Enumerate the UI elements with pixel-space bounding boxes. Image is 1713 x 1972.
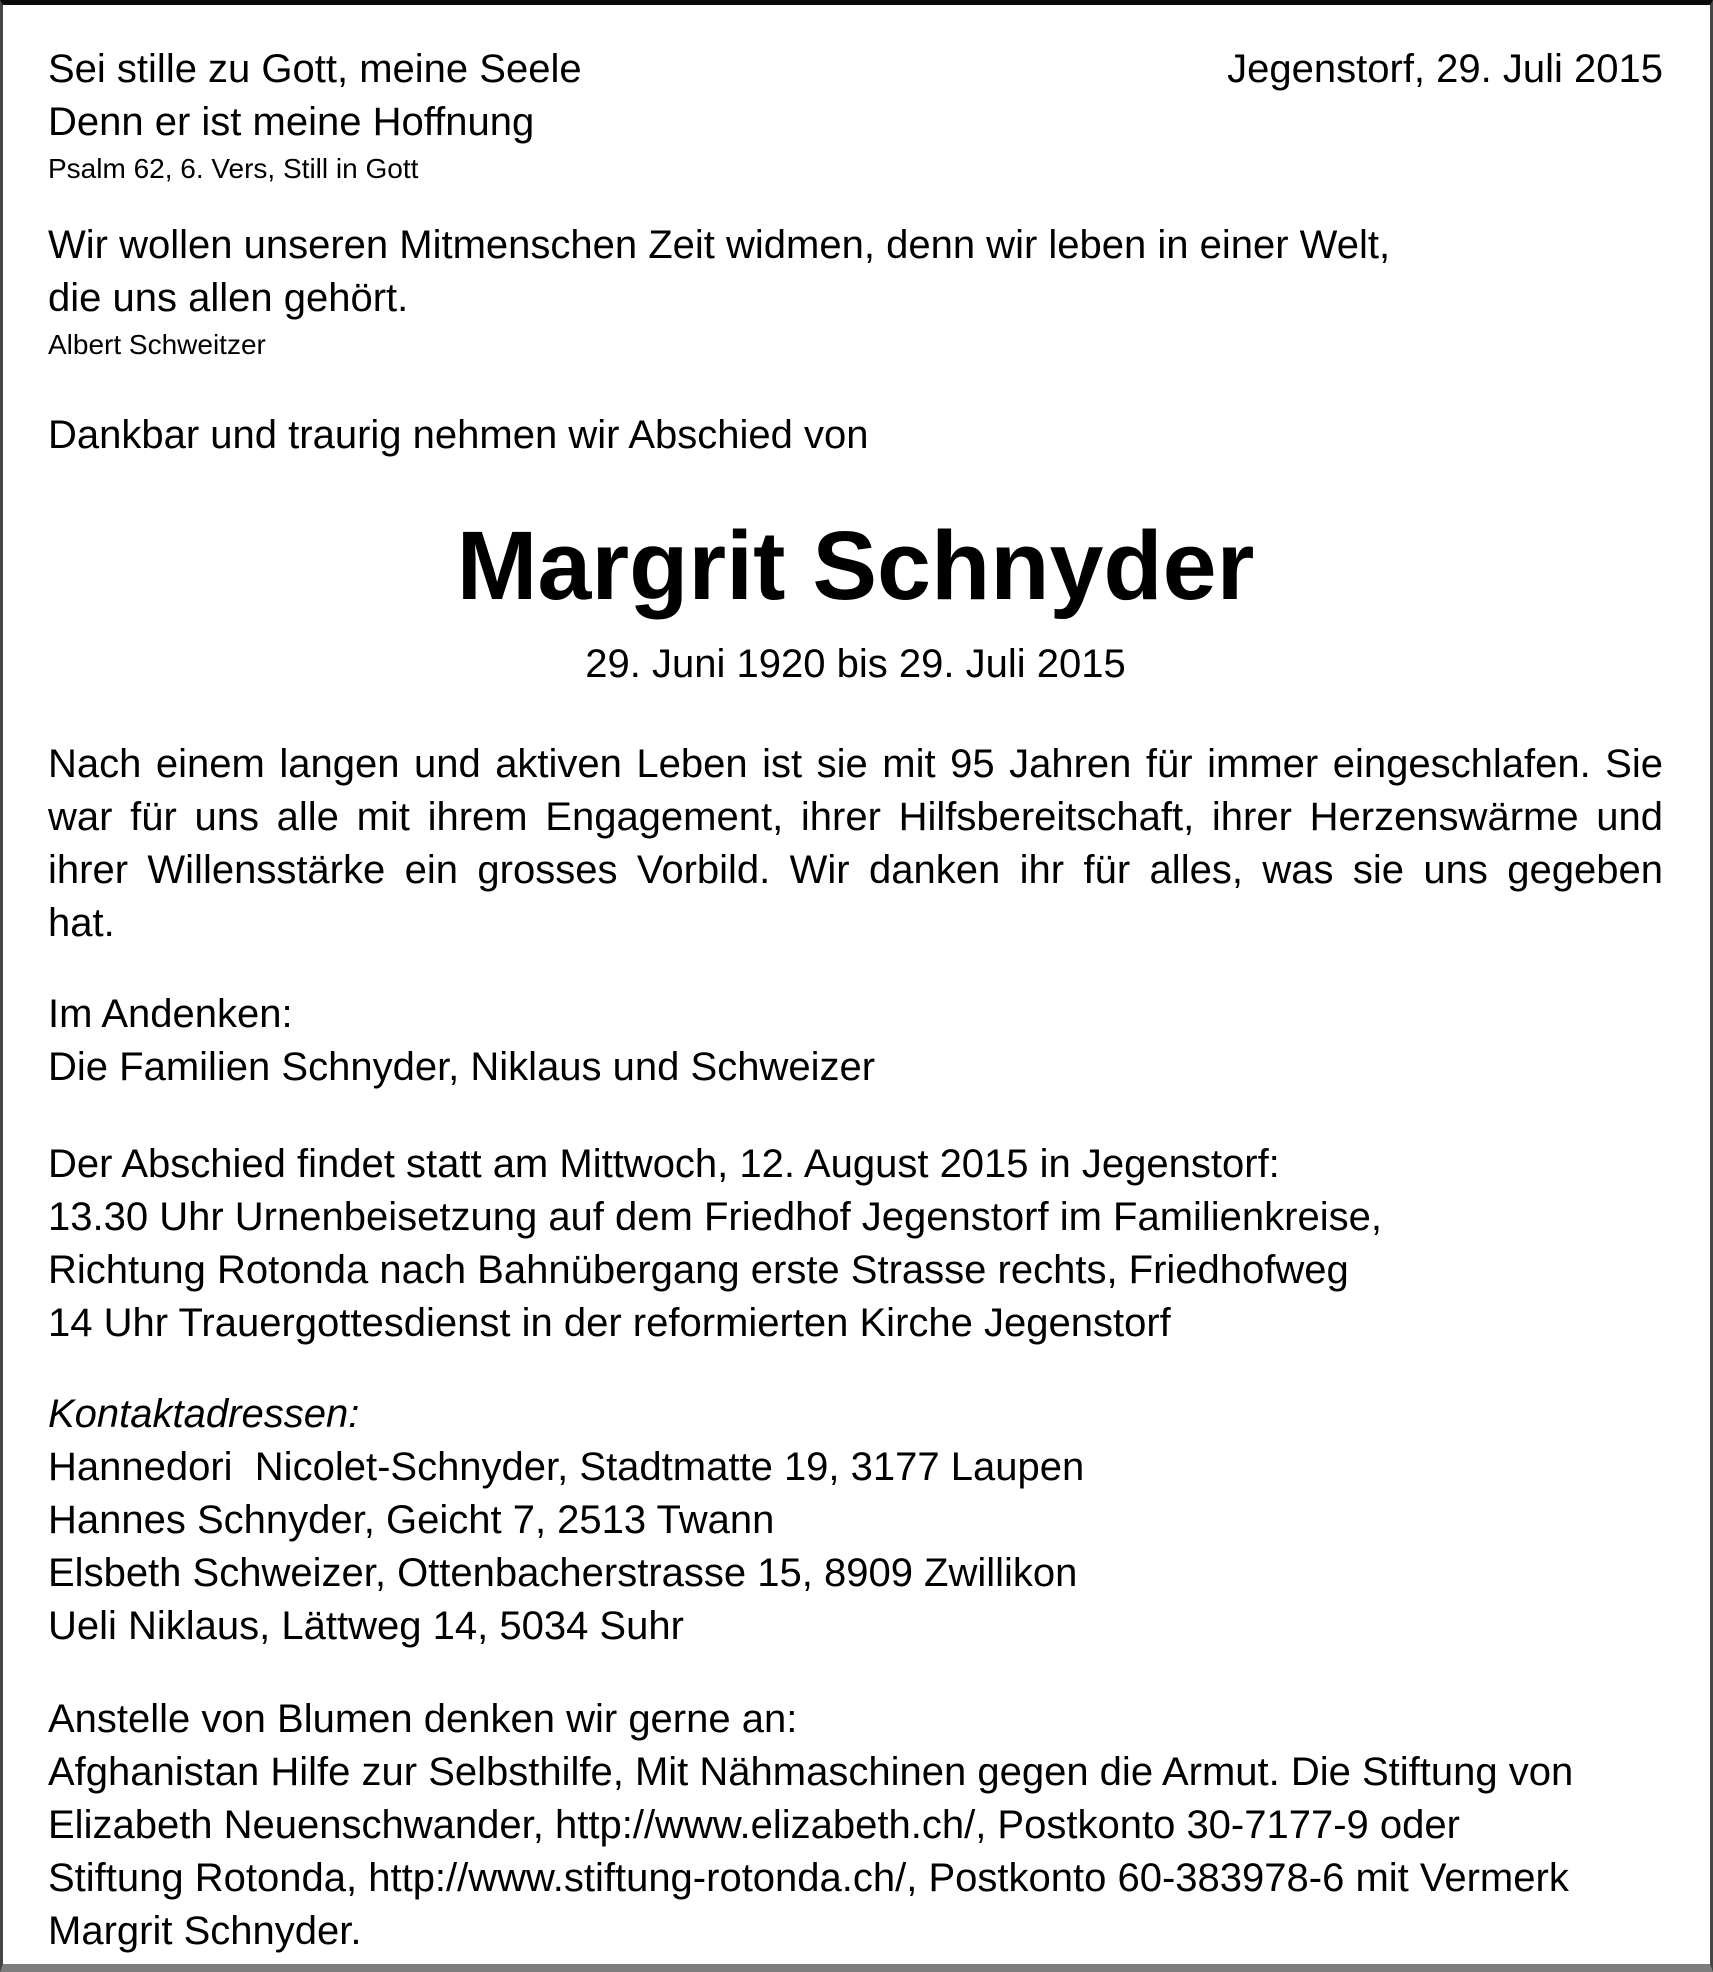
second-quote-line-1: Wir wollen unseren Mitmenschen Zeit widmen, denn wir leben in einer Welt,: [48, 223, 1391, 267]
contact-address-1: Hannedori Nicolet-Schnyder, Stadtmatte 19, 3177 Laupen: [48, 1445, 1085, 1489]
contact-address-3: Elsbeth Schweizer, Ottenbacherstrasse 15, 8909 Zwillikon: [48, 1551, 1078, 1595]
contact-address-4: Ueli Niklaus, Lättweg 14, 5034 Suhr: [48, 1604, 684, 1648]
obituary-line-3: ihrer Willensstärke ein grosses Vorbild. Wir danken ihr für alles, was sie uns gegeben: [48, 848, 1663, 892]
header-row: [48, 43, 1663, 189]
opening-quote-line-1: Sei stille zu Gott, meine Seele: [48, 47, 582, 91]
obituary-line-2: war für uns alle mit ihrem Engagement, ihrer Hilfsbereitschaft, ihrer Herzenswärme und: [48, 795, 1663, 839]
opening-quote: [48, 43, 582, 189]
contacts-section: [48, 1388, 1663, 1653]
memorial-families: Die Familien Schnyder, Niklaus und Schweizer: [48, 1045, 876, 1089]
farewell-line-2: 13.30 Uhr Urnenbeisetzung auf dem Friedhof Jegenstorf im Familienkreise,: [48, 1195, 1382, 1239]
memorial-section: [48, 988, 1663, 1094]
life-dates: 29. Juni 1920 bis 29. Juli 2015: [585, 642, 1126, 686]
farewell-details: [48, 1138, 1663, 1350]
donations-line-3: Stiftung Rotonda, http://www.stiftung-rotonda.ch/, Postkonto 60-383978-6 mit Vermerk: [48, 1856, 1569, 1900]
obituary-line-4: hat.: [48, 901, 115, 945]
donations-line-2: Elizabeth Neuenschwander, http://www.elizabeth.ch/, Postkonto 30-7177-9 oder: [48, 1803, 1460, 1847]
second-quote: [48, 219, 1663, 365]
donations-line-4: Margrit Schnyder.: [48, 1909, 362, 1953]
deceased-name: Margrit Schnyder: [456, 511, 1255, 620]
donations-heading: Anstelle von Blumen denken wir gerne an:: [48, 1697, 798, 1741]
contact-address-2: Hannes Schnyder, Geicht 7, 2513 Twann: [48, 1498, 775, 1542]
donations-section: [48, 1693, 1663, 1958]
opening-quote-line-2: Denn er ist meine Hoffnung: [48, 100, 535, 144]
donations-line-1: Afghanistan Hilfe zur Selbsthilfe, Mit Nähmaschinen gegen die Armut. Die Stiftung von: [48, 1750, 1574, 1794]
contacts-heading: Kontaktadressen:: [48, 1392, 360, 1436]
farewell-intro-line: Dankbar und traurig nehmen wir Abschied von: [48, 413, 869, 457]
obituary-paragraph: [48, 738, 1663, 950]
farewell-line-4: 14 Uhr Trauergottesdienst in der reformierten Kirche Jegenstorf: [48, 1301, 1171, 1345]
opening-quote-source: Psalm 62, 6. Vers, Still in Gott: [48, 153, 419, 184]
farewell-line-3: Richtung Rotonda nach Bahnübergang erste Strasse rechts, Friedhofweg: [48, 1248, 1349, 1292]
place-dateline: Jegenstorf, 29. Juli 2015: [1227, 47, 1663, 91]
memorial-heading: Im Andenken:: [48, 992, 293, 1036]
obituary-line-1: Nach einem langen und aktiven Leben ist sie mit 95 Jahren für immer eingeschlafen. Sie: [48, 742, 1663, 786]
second-quote-line-2: die uns allen gehört.: [48, 276, 409, 320]
farewell-line-1: Der Abschied findet statt am Mittwoch, 12. August 2015 in Jegenstorf:: [48, 1142, 1280, 1186]
second-quote-source: Albert Schweitzer: [48, 329, 266, 360]
